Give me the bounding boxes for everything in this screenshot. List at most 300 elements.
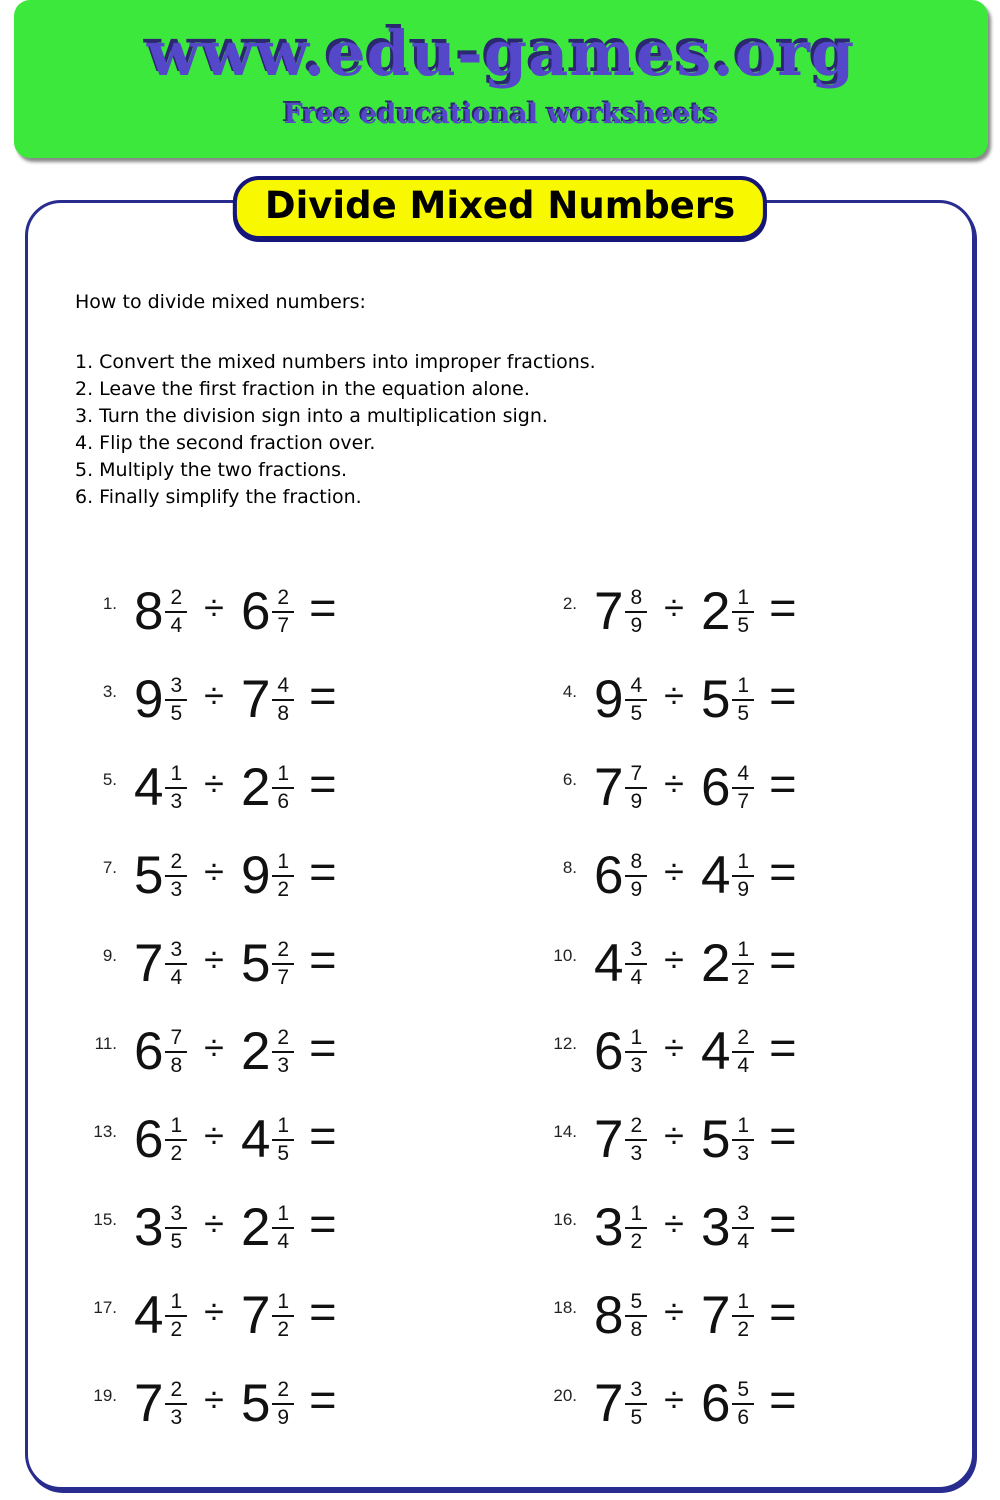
whole-number: 3 — [594, 1197, 624, 1257]
equals-sign: = — [769, 1372, 797, 1426]
fraction — [272, 850, 294, 901]
second-mixed-number — [240, 757, 294, 817]
fraction-numerator: 4 — [625, 674, 647, 701]
instructions — [75, 291, 972, 511]
fraction-denominator: 6 — [737, 1406, 750, 1429]
equation — [594, 1196, 797, 1257]
second-mixed-number — [240, 581, 294, 641]
fraction — [625, 1026, 647, 1077]
problem-number: 10. — [553, 946, 577, 965]
fraction — [165, 938, 187, 989]
equals-sign: = — [309, 756, 337, 810]
problem-row — [535, 655, 995, 743]
whole-number: 7 — [594, 757, 624, 817]
fraction-numerator: 1 — [732, 586, 754, 613]
whole-number: 9 — [594, 669, 624, 729]
fraction — [625, 762, 647, 813]
whole-number: 3 — [134, 1197, 164, 1257]
whole-number: 6 — [700, 757, 731, 817]
first-mixed-number — [594, 757, 647, 817]
problem-row — [75, 1359, 535, 1447]
fraction-numerator: 1 — [732, 1290, 754, 1317]
fraction — [272, 1378, 294, 1429]
first-mixed-number — [134, 1197, 187, 1257]
equation — [594, 1020, 797, 1081]
problem-row — [75, 919, 535, 1007]
fraction-numerator: 5 — [732, 1378, 754, 1405]
whole-number: 8 — [134, 581, 164, 641]
fraction-numerator: 8 — [625, 850, 647, 877]
fraction-numerator: 1 — [625, 1026, 647, 1053]
first-mixed-number — [134, 1021, 187, 1081]
fraction-denominator: 7 — [277, 966, 290, 989]
fraction-numerator: 2 — [625, 1114, 647, 1141]
division-sign: ÷ — [664, 1379, 684, 1420]
fraction-numerator: 2 — [272, 938, 294, 965]
fraction-denominator: 9 — [630, 614, 643, 637]
first-mixed-number — [594, 1373, 647, 1433]
whole-number: 6 — [134, 1021, 164, 1081]
fraction-numerator: 3 — [165, 674, 187, 701]
fraction-denominator: 9 — [630, 790, 643, 813]
division-sign: ÷ — [664, 587, 684, 628]
division-sign: ÷ — [664, 1115, 684, 1156]
whole-number: 6 — [134, 1109, 164, 1169]
second-mixed-number — [700, 1285, 754, 1345]
fraction-denominator: 3 — [170, 878, 183, 901]
equation — [134, 932, 337, 993]
first-mixed-number — [594, 1285, 647, 1345]
site-tagline: Free educational worksheets — [283, 98, 719, 130]
whole-number: 8 — [594, 1285, 624, 1345]
whole-number: 3 — [700, 1197, 731, 1257]
equals-sign: = — [769, 580, 797, 634]
worksheet-title: Divide Mixed Numbers — [264, 184, 736, 227]
problem-number: 18. — [553, 1298, 577, 1317]
whole-number: 7 — [594, 581, 624, 641]
first-mixed-number — [594, 1109, 647, 1169]
whole-number: 2 — [240, 757, 271, 817]
equation — [134, 844, 337, 905]
whole-number: 7 — [594, 1109, 624, 1169]
fraction-numerator: 2 — [272, 1378, 294, 1405]
equation — [134, 580, 337, 641]
division-sign: ÷ — [204, 851, 224, 892]
division-sign: ÷ — [204, 1027, 224, 1068]
worksheet-box — [25, 184, 975, 1490]
equals-sign: = — [769, 1108, 797, 1162]
whole-number: 6 — [240, 581, 271, 641]
fraction — [165, 1378, 187, 1429]
whole-number: 7 — [594, 1373, 624, 1433]
equals-sign: = — [769, 756, 797, 810]
second-mixed-number — [240, 1285, 294, 1345]
second-mixed-number — [240, 1021, 294, 1081]
fraction-numerator: 1 — [732, 674, 754, 701]
equation — [594, 580, 797, 641]
fraction-denominator: 4 — [277, 1230, 290, 1253]
whole-number: 6 — [594, 1021, 624, 1081]
equation — [594, 932, 797, 993]
problem-number: 20. — [553, 1386, 577, 1405]
fraction-numerator: 1 — [165, 1290, 187, 1317]
problem-row — [535, 831, 995, 919]
fraction-numerator: 3 — [165, 938, 187, 965]
problem-number: 11. — [94, 1034, 117, 1053]
fraction-denominator: 4 — [170, 614, 183, 637]
equation — [134, 1196, 337, 1257]
fraction — [732, 1290, 754, 1341]
problem-number: 3. — [102, 682, 117, 701]
fraction — [165, 850, 187, 901]
fraction — [732, 1026, 754, 1077]
fraction — [625, 938, 647, 989]
whole-number: 5 — [240, 1373, 271, 1433]
fraction-denominator: 2 — [277, 1318, 290, 1341]
equals-sign: = — [769, 668, 797, 722]
fraction-denominator: 2 — [277, 878, 290, 901]
problem-number: 9. — [102, 946, 117, 965]
fraction-denominator: 7 — [277, 614, 290, 637]
problem-row — [75, 1271, 535, 1359]
fraction-denominator: 5 — [737, 614, 750, 637]
fraction-numerator: 3 — [165, 1202, 187, 1229]
fraction — [272, 1202, 294, 1253]
problem-row — [75, 1095, 535, 1183]
second-mixed-number — [700, 757, 754, 817]
problem-row — [535, 743, 995, 831]
whole-number: 7 — [240, 669, 271, 729]
division-sign: ÷ — [204, 587, 224, 628]
fraction — [272, 1114, 294, 1165]
second-mixed-number — [240, 933, 294, 993]
division-sign: ÷ — [664, 1203, 684, 1244]
second-mixed-number — [240, 669, 294, 729]
equals-sign: = — [769, 1020, 797, 1074]
fraction-numerator: 4 — [272, 674, 294, 701]
instructions-heading: How to divide mixed numbers: — [75, 291, 366, 313]
equals-sign: = — [309, 580, 337, 634]
fraction-denominator: 2 — [170, 1318, 183, 1341]
whole-number: 5 — [134, 845, 164, 905]
whole-number: 6 — [594, 845, 624, 905]
problem-number: 8. — [562, 858, 577, 877]
equation — [594, 1284, 797, 1345]
whole-number: 9 — [240, 845, 271, 905]
whole-number: 5 — [700, 1109, 731, 1169]
fraction-numerator: 3 — [732, 1202, 754, 1229]
equals-sign: = — [309, 844, 337, 898]
equals-sign: = — [769, 1284, 797, 1338]
first-mixed-number — [594, 1021, 647, 1081]
fraction-numerator: 1 — [272, 1290, 294, 1317]
fraction-denominator: 9 — [630, 878, 643, 901]
instruction-step: 3. Turn the division sign into a multiplication sign. — [75, 405, 548, 427]
fraction — [625, 674, 647, 725]
problem-row — [535, 1183, 995, 1271]
fraction — [272, 762, 294, 813]
fraction-numerator: 7 — [625, 762, 647, 789]
equation — [134, 1020, 337, 1081]
equals-sign: = — [769, 932, 797, 986]
fraction-denominator: 5 — [737, 702, 750, 725]
whole-number: 4 — [134, 1285, 164, 1345]
fraction — [732, 938, 754, 989]
fraction-denominator: 2 — [170, 1142, 183, 1165]
whole-number: 4 — [594, 933, 624, 993]
problem-number: 12. — [553, 1034, 577, 1053]
second-mixed-number — [240, 1197, 294, 1257]
fraction — [165, 1114, 187, 1165]
equals-sign: = — [309, 1284, 337, 1338]
fraction — [732, 762, 754, 813]
fraction — [732, 850, 754, 901]
equation — [134, 756, 337, 817]
instruction-step: 4. Flip the second fraction over. — [75, 432, 376, 454]
second-mixed-number — [700, 669, 754, 729]
fraction-numerator: 3 — [625, 938, 647, 965]
problem-number: 1. — [102, 594, 117, 613]
site-title: www.edu-games.org — [146, 16, 856, 90]
whole-number: 7 — [240, 1285, 271, 1345]
equals-sign: = — [309, 932, 337, 986]
fraction-numerator: 2 — [165, 586, 187, 613]
fraction — [625, 850, 647, 901]
division-sign: ÷ — [204, 1379, 224, 1420]
fraction-denominator: 5 — [170, 702, 183, 725]
fraction — [272, 1026, 294, 1077]
fraction-denominator: 2 — [737, 966, 750, 989]
fraction — [732, 1378, 754, 1429]
second-mixed-number — [700, 1109, 754, 1169]
fraction-numerator: 1 — [272, 762, 294, 789]
problem-number: 6. — [562, 770, 577, 789]
division-sign: ÷ — [204, 675, 224, 716]
fraction — [165, 586, 187, 637]
equation — [134, 1108, 337, 1169]
fraction-denominator: 3 — [170, 1406, 183, 1429]
equals-sign: = — [309, 1020, 337, 1074]
fraction — [272, 938, 294, 989]
fraction — [625, 1202, 647, 1253]
whole-number: 6 — [700, 1373, 731, 1433]
problem-number: 13. — [93, 1122, 117, 1141]
fraction-numerator: 2 — [165, 1378, 187, 1405]
fraction-denominator: 8 — [170, 1054, 183, 1077]
whole-number: 2 — [700, 581, 731, 641]
problem-row — [535, 1271, 995, 1359]
second-mixed-number — [700, 933, 754, 993]
second-mixed-number — [700, 581, 754, 641]
fraction-denominator: 2 — [737, 1318, 750, 1341]
fraction-denominator: 6 — [277, 790, 290, 813]
problem-row — [75, 743, 535, 831]
second-mixed-number — [240, 845, 294, 905]
second-mixed-number — [700, 1197, 754, 1257]
fraction-denominator: 3 — [630, 1054, 643, 1077]
problem-row — [75, 1183, 535, 1271]
fraction-numerator: 5 — [625, 1290, 647, 1317]
first-mixed-number — [594, 845, 647, 905]
problem-number: 5. — [102, 770, 117, 789]
equation — [594, 844, 797, 905]
division-sign: ÷ — [204, 1203, 224, 1244]
equation — [594, 756, 797, 817]
problem-number: 16. — [553, 1210, 577, 1229]
problem-row — [75, 831, 535, 919]
fraction-numerator: 1 — [165, 762, 187, 789]
whole-number: 4 — [700, 1021, 731, 1081]
fraction-denominator: 4 — [737, 1230, 750, 1253]
division-sign: ÷ — [664, 675, 684, 716]
instruction-step: 5. Multiply the two fractions. — [75, 459, 348, 481]
fraction — [732, 674, 754, 725]
first-mixed-number — [134, 933, 187, 993]
fraction — [272, 1290, 294, 1341]
problem-row — [535, 1007, 995, 1095]
fraction-numerator: 1 — [165, 1114, 187, 1141]
site-header — [14, 0, 988, 158]
fraction-numerator: 1 — [272, 1202, 294, 1229]
problem-number: 14. — [553, 1122, 577, 1141]
second-mixed-number — [700, 1373, 754, 1433]
fraction — [625, 1290, 647, 1341]
problem-row — [535, 919, 995, 1007]
fraction-numerator: 1 — [732, 938, 754, 965]
fraction-denominator: 2 — [630, 1230, 643, 1253]
whole-number: 7 — [700, 1285, 731, 1345]
fraction-denominator: 5 — [277, 1142, 290, 1165]
problem-row — [75, 567, 535, 655]
fraction-denominator: 9 — [737, 878, 750, 901]
whole-number: 2 — [700, 933, 731, 993]
problem-number: 17. — [93, 1298, 117, 1317]
fraction — [165, 1202, 187, 1253]
fraction-numerator: 1 — [625, 1202, 647, 1229]
fraction — [165, 762, 187, 813]
fraction-numerator: 7 — [165, 1026, 187, 1053]
problem-row — [535, 1095, 995, 1183]
fraction — [732, 1114, 754, 1165]
worksheet-title-badge — [233, 176, 767, 240]
whole-number: 4 — [240, 1109, 271, 1169]
whole-number: 9 — [134, 669, 164, 729]
fraction — [165, 1290, 187, 1341]
division-sign: ÷ — [204, 1291, 224, 1332]
first-mixed-number — [134, 757, 187, 817]
division-sign: ÷ — [664, 1291, 684, 1332]
equals-sign: = — [769, 1196, 797, 1250]
fraction — [272, 674, 294, 725]
whole-number: 5 — [700, 669, 731, 729]
equals-sign: = — [309, 1372, 337, 1426]
first-mixed-number — [134, 1285, 187, 1345]
problem-number: 15. — [93, 1210, 117, 1229]
problem-row — [75, 1007, 535, 1095]
fraction-numerator: 2 — [272, 586, 294, 613]
first-mixed-number — [134, 1373, 187, 1433]
whole-number: 7 — [134, 1373, 164, 1433]
division-sign: ÷ — [664, 763, 684, 804]
fraction-denominator: 3 — [737, 1142, 750, 1165]
fraction-numerator: 1 — [272, 850, 294, 877]
whole-number: 4 — [134, 757, 164, 817]
fraction — [272, 586, 294, 637]
problems-grid — [75, 567, 972, 1447]
first-mixed-number — [134, 1109, 187, 1169]
fraction — [165, 1026, 187, 1077]
equation — [134, 668, 337, 729]
instruction-step: 2. Leave the first fraction in the equation alone. — [75, 378, 530, 400]
second-mixed-number — [700, 845, 754, 905]
fraction — [165, 674, 187, 725]
division-sign: ÷ — [664, 851, 684, 892]
whole-number: 5 — [240, 933, 271, 993]
fraction-denominator: 3 — [630, 1142, 643, 1165]
fraction-numerator: 1 — [272, 1114, 294, 1141]
equation — [594, 668, 797, 729]
first-mixed-number — [594, 581, 647, 641]
fraction-numerator: 2 — [732, 1026, 754, 1053]
whole-number: 2 — [240, 1197, 271, 1257]
problem-row — [75, 655, 535, 743]
whole-number: 7 — [134, 933, 164, 993]
first-mixed-number — [594, 669, 647, 729]
second-mixed-number — [700, 1021, 754, 1081]
equals-sign: = — [769, 844, 797, 898]
fraction-numerator: 3 — [625, 1378, 647, 1405]
fraction-denominator: 5 — [630, 702, 643, 725]
second-mixed-number — [240, 1373, 294, 1433]
first-mixed-number — [134, 845, 187, 905]
fraction-numerator: 8 — [625, 586, 647, 613]
division-sign: ÷ — [204, 1115, 224, 1156]
fraction-numerator: 2 — [272, 1026, 294, 1053]
instruction-step: 6. Finally simplify the fraction. — [75, 486, 362, 508]
problem-number: 4. — [562, 682, 577, 701]
division-sign: ÷ — [664, 939, 684, 980]
division-sign: ÷ — [204, 763, 224, 804]
whole-number: 4 — [700, 845, 731, 905]
fraction-denominator: 3 — [170, 790, 183, 813]
second-mixed-number — [240, 1109, 294, 1169]
instruction-step: 1. Convert the mixed numbers into improper fractions. — [75, 351, 596, 373]
equation — [134, 1284, 337, 1345]
fraction-denominator: 7 — [737, 790, 750, 813]
fraction-numerator: 1 — [732, 850, 754, 877]
problem-number: 2. — [562, 594, 577, 613]
first-mixed-number — [134, 669, 187, 729]
fraction-denominator: 5 — [170, 1230, 183, 1253]
equals-sign: = — [309, 668, 337, 722]
fraction-denominator: 5 — [630, 1406, 643, 1429]
first-mixed-number — [594, 1197, 647, 1257]
equals-sign: = — [309, 1108, 337, 1162]
fraction-denominator: 4 — [170, 966, 183, 989]
equals-sign: = — [309, 1196, 337, 1250]
fraction — [625, 586, 647, 637]
fraction-numerator: 4 — [732, 762, 754, 789]
fraction-numerator: 2 — [165, 850, 187, 877]
fraction-denominator: 4 — [630, 966, 643, 989]
fraction-numerator: 1 — [732, 1114, 754, 1141]
fraction-denominator: 8 — [277, 702, 290, 725]
problem-number: 7. — [102, 858, 117, 877]
fraction-denominator: 3 — [277, 1054, 290, 1077]
problem-row — [535, 1359, 995, 1447]
fraction — [732, 1202, 754, 1253]
first-mixed-number — [134, 581, 187, 641]
